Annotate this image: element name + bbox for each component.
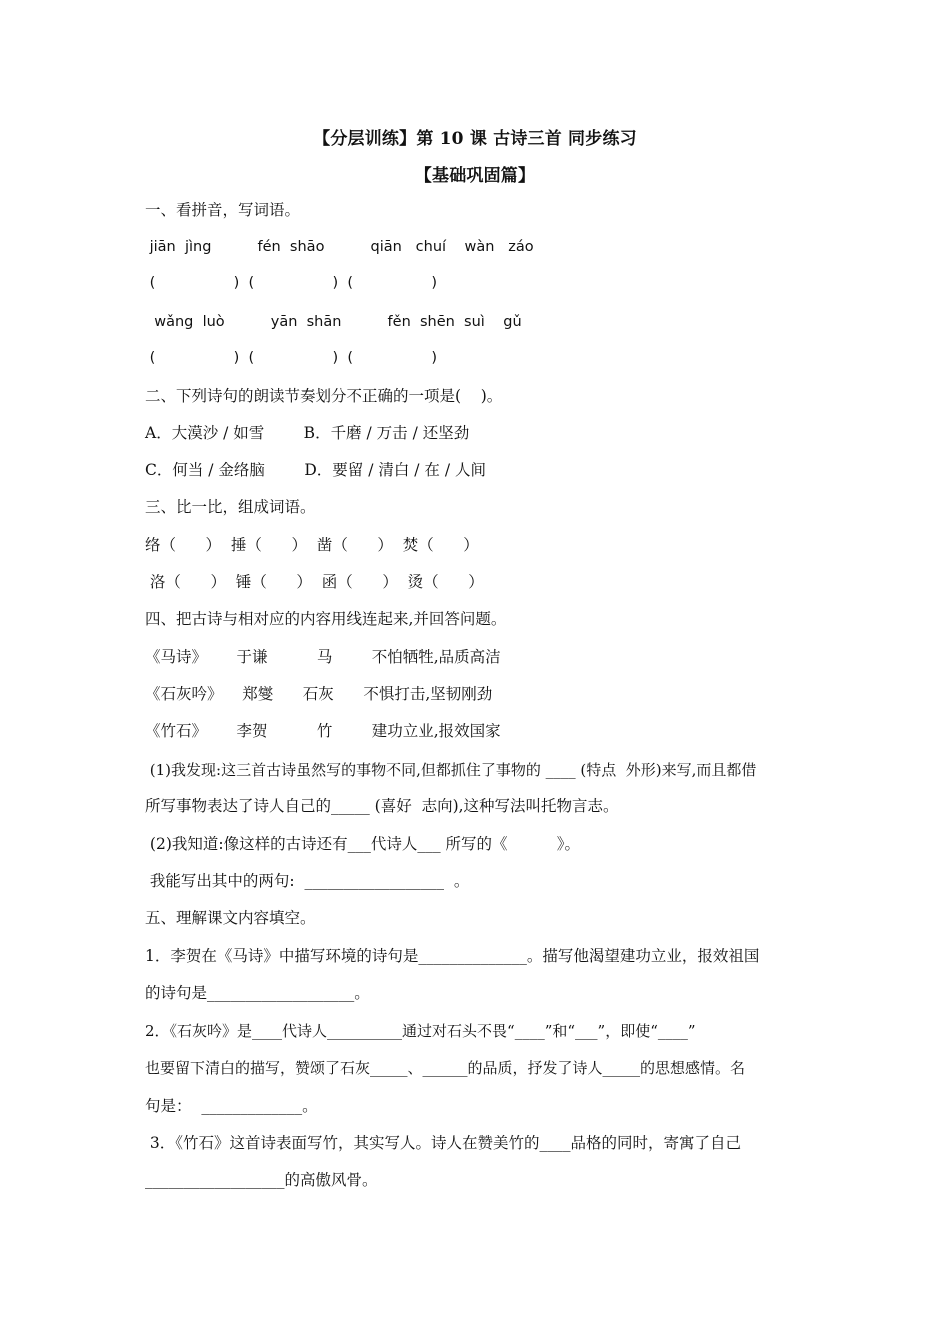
section5-question-2-line-2: 也要留下清白的描写，赞颂了石灰_____、______的品质，抒发了诗人_____的思想感情。名	[145, 1059, 746, 1077]
matching-row-1: 《马诗》 于谦 马 不怕牺牲,品质高洁	[145, 648, 501, 666]
section4-question-2-line-2: 我能写出其中的两句: __________________ 。	[145, 872, 470, 890]
answer-brackets-row-1: ( ) ( ) ( )	[145, 275, 438, 291]
section3-row-2: 洛（ ） 锤（ ） 函（ ） 烫（ ）	[145, 573, 484, 591]
section4-question-2-line-1: (2)我知道:像这样的古诗还有___代诗人___ 所写的《 》。	[145, 835, 581, 853]
section4-heading: 四、把古诗与相对应的内容用线连起来,并回答问题。	[145, 610, 507, 628]
page-subtitle: 【基础巩固篇】	[414, 166, 536, 186]
pinyin-row-2: wǎng luò yān shān fěn shēn suì gǔ	[145, 314, 522, 330]
section5-question-2-line-3: 句是： _____________。	[145, 1097, 318, 1115]
section3-row-1: 络（ ） 捶（ ） 凿（ ） 焚（ ）	[145, 536, 479, 554]
section5-question-1-line-1: 1．李贺在《马诗》中描写环境的诗句是______________。描写他渴望建功立业，报效祖国	[145, 947, 760, 965]
section5-question-3-line-1: 3．《竹石》这首诗表面写竹，其实写人。诗人在赞美竹的____品格的同时，寄寓了自己	[145, 1134, 742, 1152]
section2-options-ab: A．大漠沙 / 如雪 B．千磨 / 万击 / 还坚劲	[145, 424, 470, 442]
section2-options-cd: C．何当 / 金络脑 D．要留 / 清白 / 在 / 人间	[145, 461, 487, 479]
matching-row-3: 《竹石》 李贺 竹 建功立业,报效国家	[145, 722, 501, 740]
section4-question-1-line-1: (1)我发现:这三首古诗虽然写的事物不同,但都抓住了事物的 ____ (特点 外形)来写,而且都借	[145, 761, 757, 779]
section2-heading: 二、下列诗句的朗读节奏划分不正确的一项是( )。	[145, 387, 503, 405]
section5-heading: 五、理解课文内容填空。	[145, 909, 316, 927]
answer-brackets-row-2: ( ) ( ) ( )	[145, 350, 438, 366]
section3-heading: 三、比一比，组成词语。	[145, 498, 316, 516]
matching-row-2: 《石灰吟》 郑燮 石灰 不惧打击,坚韧刚劲	[145, 685, 493, 703]
section4-question-1-line-2: 所写事物表达了诗人自己的_____ (喜好 志向),这种写法叫托物言志。	[145, 797, 619, 815]
pinyin-row-1: jiān jìng fén shāo qiān chuí wàn záo	[145, 239, 534, 255]
page-title: 【分层训练】第 10 课 古诗三首 同步练习	[313, 129, 637, 149]
section5-question-3-line-2: __________________的高傲风骨。	[145, 1171, 378, 1189]
section1-heading: 一、看拼音，写词语。	[145, 201, 301, 219]
section5-question-2-line-1: 2．《石灰吟》是____代诗人__________通过对石头不畏“____”和“___”，即使“____”	[145, 1022, 696, 1040]
section5-question-1-line-2: 的诗句是___________________。	[145, 984, 370, 1002]
